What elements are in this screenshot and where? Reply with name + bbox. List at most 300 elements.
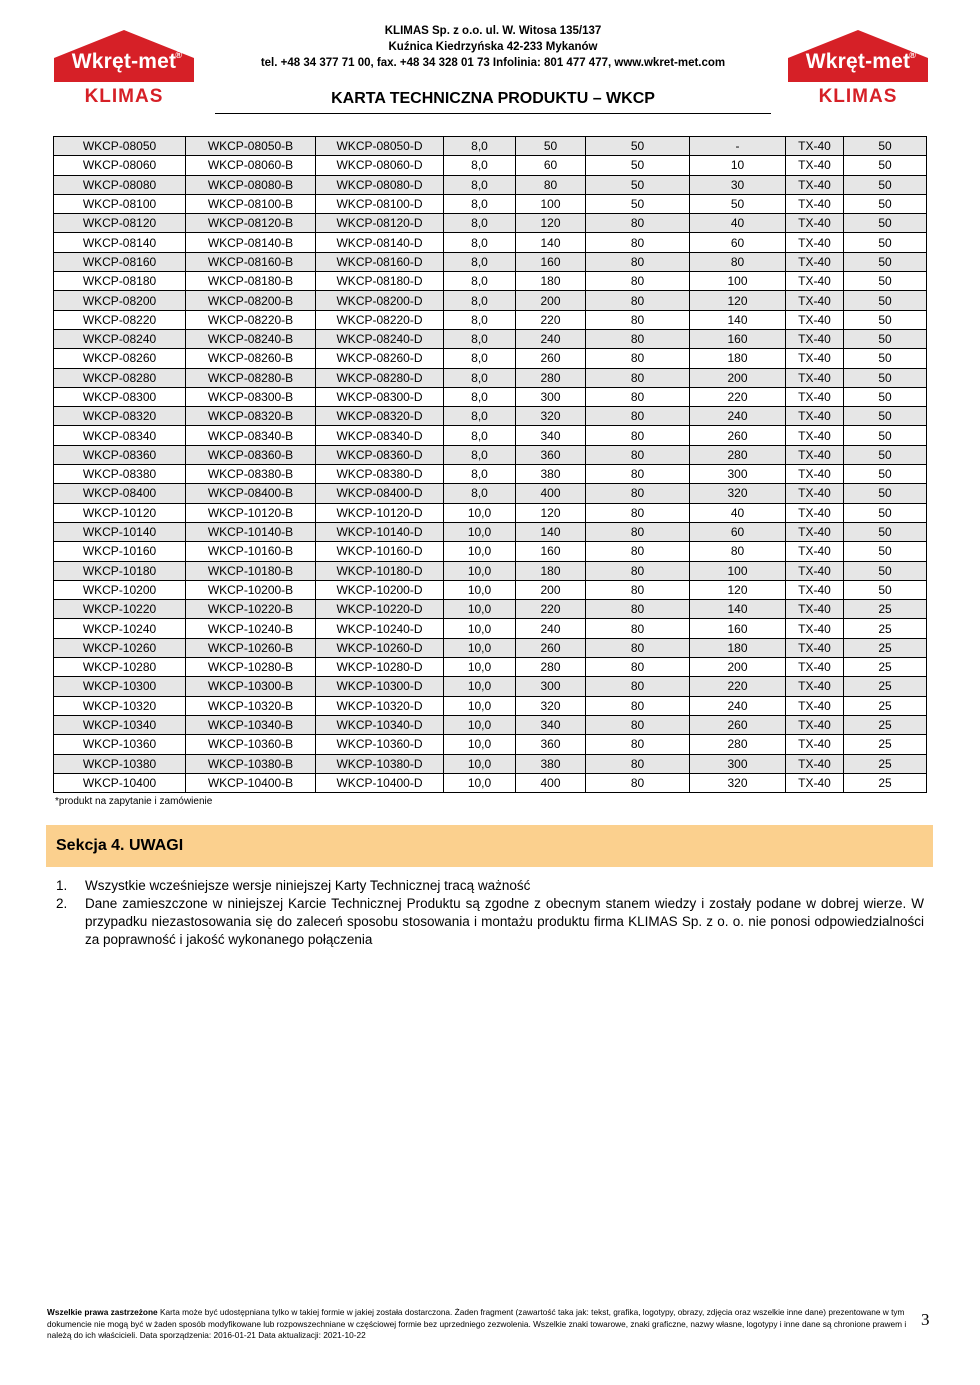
table-cell: 50: [844, 484, 927, 503]
list-item-text: Dane zamieszczone w niniejszej Karcie Technicznej Produktu są zgodne z obecnym stanem wiedzy i zostały podane w dobrej wierze. W przypadku niezastosowania się do zaleceń sposobu stosowania i montażu produktu firma KLIMAS Sp. z o. o. nie ponosi odpowiedzialności za poprawność i jakość wykonanego połączenia: [85, 896, 924, 947]
brand-name: Wkręt-met: [805, 50, 911, 73]
table-cell: TX-40: [786, 754, 844, 773]
table-row: [54, 368, 927, 387]
table-cell: 8,0: [444, 252, 516, 271]
table-cell: WKCP-10260-D: [316, 638, 444, 657]
table-cell: WKCP-10300: [54, 677, 186, 696]
table-cell: 50: [690, 194, 786, 213]
table-cell: 80: [586, 310, 690, 329]
table-cell: WKCP-08080-D: [316, 175, 444, 194]
registered-mark: ®: [909, 50, 916, 60]
table-cell: 80: [586, 445, 690, 464]
table-cell: 380: [516, 465, 586, 484]
table-cell: WKCP-10280-B: [186, 658, 316, 677]
table-cell: WKCP-10400-D: [316, 773, 444, 792]
table-cell: WKCP-10340-B: [186, 715, 316, 734]
registered-mark: ®: [175, 50, 182, 60]
list-item-number: 1.: [56, 878, 68, 893]
table-cell: 50: [844, 156, 927, 175]
table-row: [54, 426, 927, 445]
table-cell: 50: [844, 272, 927, 291]
table-cell: 260: [516, 349, 586, 368]
table-cell: WKCP-08260-B: [186, 349, 316, 368]
table-cell: WKCP-08200-B: [186, 291, 316, 310]
table-cell: 80: [586, 407, 690, 426]
table-cell: TX-40: [786, 329, 844, 348]
table-cell: WKCP-10300-D: [316, 677, 444, 696]
table-cell: 80: [586, 349, 690, 368]
table-cell: WKCP-08180: [54, 272, 186, 291]
wkret-met-logo-left: [52, 28, 196, 112]
table-row: [54, 542, 927, 561]
table-cell: 10,0: [444, 773, 516, 792]
footer-text: Karta może być udostępniana tylko w takiej formie w jakiej została dostarczona. Żaden fragment (zawartość taka jak: tekst, grafika, logotypy, obrazy, zdjęcia oraz wszelkie inne dane) prezentowane w tym dokumencie nie mogą być w żaden sposób modyfikowane lub rozpowszechniane w częściowej formie bez uprzedniego zezwolenia. Wszelkie znaki towarowe, znaki graficzne, nazwy własne, logotypy i inne dane są chronione prawem i należą do ich właścicieli. Data sporządzenia: 2016-01-21 Data aktualizacji: 2021-10-22: [47, 1307, 907, 1340]
table-cell: TX-40: [786, 619, 844, 638]
table-cell: TX-40: [786, 445, 844, 464]
table-cell: WKCP-08280-D: [316, 368, 444, 387]
table-cell: WKCP-08320-B: [186, 407, 316, 426]
table-cell: 8,0: [444, 407, 516, 426]
table-row: [54, 445, 927, 464]
table-cell: 80: [586, 426, 690, 445]
table-cell: 300: [690, 465, 786, 484]
list-item-text: Wszystkie wcześniejsze wersje niniejszej Karty Technicznej tracą ważność: [85, 878, 531, 893]
table-cell: 8,0: [444, 445, 516, 464]
table-cell: WKCP-08120: [54, 214, 186, 233]
table-cell: 100: [516, 194, 586, 213]
title-divider: [215, 113, 771, 114]
table-row: [54, 619, 927, 638]
table-cell: 10,0: [444, 619, 516, 638]
table-cell: TX-40: [786, 349, 844, 368]
table-cell: 80: [586, 214, 690, 233]
table-cell: 50: [844, 426, 927, 445]
table-cell: 80: [586, 677, 690, 696]
table-cell: 25: [844, 600, 927, 619]
table-cell: 80: [586, 329, 690, 348]
table-row: [54, 175, 927, 194]
table-cell: 80: [586, 561, 690, 580]
table-cell: 120: [690, 580, 786, 599]
table-row: [54, 252, 927, 271]
table-row: [54, 484, 927, 503]
table-cell: 200: [516, 580, 586, 599]
table-cell: WKCP-08340-D: [316, 426, 444, 445]
company-line-2: Kuźnica Kiedrzyńska 42-233 Mykanów: [388, 41, 598, 53]
table-cell: WKCP-10320: [54, 696, 186, 715]
table-cell: WKCP-10120-B: [186, 503, 316, 522]
klimas-name: KLIMAS: [818, 86, 898, 107]
table-cell: WKCP-10260: [54, 638, 186, 657]
table-cell: TX-40: [786, 137, 844, 156]
table-cell: 10,0: [444, 754, 516, 773]
table-cell: WKCP-08060-B: [186, 156, 316, 175]
table-cell: TX-40: [786, 522, 844, 541]
table-cell: 280: [690, 445, 786, 464]
table-cell: 8,0: [444, 368, 516, 387]
table-cell: 120: [516, 503, 586, 522]
table-cell: WKCP-08160: [54, 252, 186, 271]
table-cell: 80: [586, 600, 690, 619]
table-cell: 160: [516, 542, 586, 561]
table-cell: WKCP-08380: [54, 465, 186, 484]
table-cell: TX-40: [786, 735, 844, 754]
table-cell: WKCP-08120-B: [186, 214, 316, 233]
table-row: [54, 407, 927, 426]
table-cell: TX-40: [786, 407, 844, 426]
table-cell: TX-40: [786, 677, 844, 696]
table-cell: WKCP-10340-D: [316, 715, 444, 734]
table-cell: 8,0: [444, 310, 516, 329]
table-cell: 8,0: [444, 291, 516, 310]
table-row: [54, 735, 927, 754]
table-cell: 40: [690, 503, 786, 522]
table-cell: 80: [690, 542, 786, 561]
table-cell: TX-40: [786, 696, 844, 715]
table-cell: 50: [844, 445, 927, 464]
table-cell: 160: [690, 329, 786, 348]
table-cell: WKCP-10200-B: [186, 580, 316, 599]
table-cell: TX-40: [786, 715, 844, 734]
table-cell: 180: [516, 561, 586, 580]
table-cell: 80: [586, 696, 690, 715]
table-cell: 180: [690, 638, 786, 657]
table-row: [54, 696, 927, 715]
table-cell: 80: [586, 542, 690, 561]
table-row: [54, 600, 927, 619]
table-cell: 30: [690, 175, 786, 194]
table-row: [54, 677, 927, 696]
table-cell: 25: [844, 754, 927, 773]
table-cell: WKCP-10180-B: [186, 561, 316, 580]
table-cell: 120: [690, 291, 786, 310]
table-cell: 25: [844, 735, 927, 754]
table-cell: 80: [586, 638, 690, 657]
table-cell: 8,0: [444, 233, 516, 252]
table-cell: WKCP-08320-D: [316, 407, 444, 426]
table-cell: 8,0: [444, 175, 516, 194]
table-cell: WKCP-10140: [54, 522, 186, 541]
table-cell: 100: [690, 561, 786, 580]
table-cell: TX-40: [786, 368, 844, 387]
table-cell: WKCP-08360-D: [316, 445, 444, 464]
table-cell: 300: [516, 677, 586, 696]
table-cell: WKCP-08160-B: [186, 252, 316, 271]
table-cell: 10,0: [444, 658, 516, 677]
table-cell: TX-40: [786, 503, 844, 522]
table-cell: 320: [690, 773, 786, 792]
table-cell: 80: [586, 773, 690, 792]
table-cell: 140: [516, 522, 586, 541]
table-cell: WKCP-10220-B: [186, 600, 316, 619]
table-cell: WKCP-10220-D: [316, 600, 444, 619]
table-cell: 240: [690, 696, 786, 715]
table-cell: 220: [690, 677, 786, 696]
table-cell: 10,0: [444, 600, 516, 619]
table-cell: 8,0: [444, 484, 516, 503]
table-cell: TX-40: [786, 387, 844, 406]
table-cell: 240: [516, 619, 586, 638]
brand-name: Wkręt-met: [71, 50, 177, 73]
table-cell: WKCP-08300-B: [186, 387, 316, 406]
wkret-met-logo-right: [786, 28, 930, 112]
table-cell: 80: [586, 291, 690, 310]
table-cell: 60: [690, 522, 786, 541]
table-cell: 50: [586, 175, 690, 194]
table-cell: WKCP-08380-B: [186, 465, 316, 484]
table-cell: 240: [516, 329, 586, 348]
table-cell: 80: [586, 368, 690, 387]
table-cell: WKCP-08320: [54, 407, 186, 426]
table-cell: 340: [516, 426, 586, 445]
table-cell: WKCP-10160: [54, 542, 186, 561]
table-cell: WKCP-08400-D: [316, 484, 444, 503]
remarks-list: [56, 877, 924, 949]
table-cell: 80: [690, 252, 786, 271]
table-cell: WKCP-10280: [54, 658, 186, 677]
table-cell: 200: [690, 368, 786, 387]
table-cell: TX-40: [786, 600, 844, 619]
table-row: [54, 310, 927, 329]
table-cell: TX-40: [786, 252, 844, 271]
table-row: [54, 580, 927, 599]
table-cell: WKCP-10320-B: [186, 696, 316, 715]
company-address: [215, 23, 771, 71]
table-cell: 200: [690, 658, 786, 677]
table-cell: WKCP-10380: [54, 754, 186, 773]
section-4-title: Sekcja 4. UWAGI: [56, 837, 184, 854]
table-row: [54, 522, 927, 541]
table-row: [54, 272, 927, 291]
table-cell: 50: [844, 291, 927, 310]
section-4-header: [46, 825, 933, 867]
product-spec-table: [53, 136, 927, 793]
table-footnote: *produkt na zapytanie i zamówienie: [55, 796, 213, 807]
table-cell: WKCP-08160-D: [316, 252, 444, 271]
table-cell: 360: [516, 735, 586, 754]
table-cell: TX-40: [786, 580, 844, 599]
table-cell: 80: [586, 522, 690, 541]
table-cell: WKCP-08140: [54, 233, 186, 252]
table-row: [54, 137, 927, 156]
table-row: [54, 658, 927, 677]
table-cell: 50: [844, 233, 927, 252]
table-cell: WKCP-08260: [54, 349, 186, 368]
table-cell: 280: [516, 368, 586, 387]
table-cell: WKCP-08200-D: [316, 291, 444, 310]
table-cell: 180: [690, 349, 786, 368]
table-cell: 50: [844, 175, 927, 194]
table-cell: 50: [844, 387, 927, 406]
table-row: [54, 715, 927, 734]
table-cell: TX-40: [786, 233, 844, 252]
table-cell: 220: [690, 387, 786, 406]
table-row: [54, 465, 927, 484]
table-cell: WKCP-08220: [54, 310, 186, 329]
table-cell: WKCP-10300-B: [186, 677, 316, 696]
table-row: [54, 291, 927, 310]
table-cell: 50: [844, 542, 927, 561]
table-cell: 400: [516, 773, 586, 792]
table-cell: 140: [690, 600, 786, 619]
list-item: [56, 877, 924, 895]
table-cell: 50: [844, 310, 927, 329]
table-cell: 40: [690, 214, 786, 233]
table-cell: 80: [586, 580, 690, 599]
table-cell: WKCP-08050-D: [316, 137, 444, 156]
table-row: [54, 329, 927, 348]
table-cell: WKCP-10240: [54, 619, 186, 638]
table-cell: 80: [586, 619, 690, 638]
table-cell: 80: [516, 175, 586, 194]
table-cell: 260: [516, 638, 586, 657]
table-cell: 320: [690, 484, 786, 503]
table-cell: WKCP-10380-D: [316, 754, 444, 773]
table-cell: 8,0: [444, 349, 516, 368]
table-cell: WKCP-08180-B: [186, 272, 316, 291]
table-cell: WKCP-08180-D: [316, 272, 444, 291]
table-cell: WKCP-08100: [54, 194, 186, 213]
table-cell: 8,0: [444, 137, 516, 156]
table-cell: 50: [844, 522, 927, 541]
table-cell: 25: [844, 696, 927, 715]
table-cell: 400: [516, 484, 586, 503]
table-row: [54, 349, 927, 368]
table-cell: 50: [844, 465, 927, 484]
table-cell: 50: [844, 407, 927, 426]
table-cell: 140: [516, 233, 586, 252]
table-cell: 50: [844, 214, 927, 233]
table-cell: WKCP-08140-D: [316, 233, 444, 252]
table-cell: TX-40: [786, 465, 844, 484]
table-row: [54, 754, 927, 773]
table-cell: 80: [586, 484, 690, 503]
table-cell: 50: [844, 137, 927, 156]
table-cell: 8,0: [444, 387, 516, 406]
table-cell: WKCP-08300-D: [316, 387, 444, 406]
company-line-3: tel. +48 34 377 71 00, fax. +48 34 328 01 73 Infolinia: 801 477 477, www.wkret-met.com: [260, 57, 726, 69]
table-cell: WKCP-08120-D: [316, 214, 444, 233]
table-cell: 140: [690, 310, 786, 329]
document-title: KARTA TECHNICZNA PRODUKTU – WKCP: [331, 90, 655, 107]
table-cell: WKCP-10180: [54, 561, 186, 580]
table-cell: WKCP-10160-B: [186, 542, 316, 561]
table-row: [54, 156, 927, 175]
table-cell: 25: [844, 715, 927, 734]
table-cell: 80: [586, 658, 690, 677]
table-cell: WKCP-10340: [54, 715, 186, 734]
table-cell: 260: [690, 426, 786, 445]
table-cell: 80: [586, 754, 690, 773]
table-cell: WKCP-08060: [54, 156, 186, 175]
table-cell: WKCP-08220-B: [186, 310, 316, 329]
table-cell: WKCP-10160-D: [316, 542, 444, 561]
table-row: [54, 233, 927, 252]
table-cell: 50: [516, 137, 586, 156]
table-cell: 10: [690, 156, 786, 175]
table-cell: WKCP-10320-D: [316, 696, 444, 715]
table-cell: TX-40: [786, 484, 844, 503]
table-cell: 240: [690, 407, 786, 426]
table-cell: 180: [516, 272, 586, 291]
table-cell: 100: [690, 272, 786, 291]
table-cell: WKCP-08300: [54, 387, 186, 406]
table-cell: 50: [844, 252, 927, 271]
table-cell: 10,0: [444, 696, 516, 715]
table-cell: 50: [844, 503, 927, 522]
table-cell: WKCP-10240-B: [186, 619, 316, 638]
table-cell: 80: [586, 233, 690, 252]
table-cell: 10,0: [444, 503, 516, 522]
table-cell: 10,0: [444, 638, 516, 657]
table-cell: TX-40: [786, 194, 844, 213]
table-cell: 300: [516, 387, 586, 406]
table-cell: WKCP-08100-B: [186, 194, 316, 213]
table-cell: 10,0: [444, 561, 516, 580]
table-cell: 50: [586, 156, 690, 175]
table-cell: WKCP-10120: [54, 503, 186, 522]
table-cell: WKCP-10360-D: [316, 735, 444, 754]
table-cell: -: [690, 137, 786, 156]
table-cell: WKCP-08140-B: [186, 233, 316, 252]
table-row: [54, 561, 927, 580]
table-cell: WKCP-10220: [54, 600, 186, 619]
table-cell: WKCP-08340: [54, 426, 186, 445]
list-item: [56, 895, 924, 949]
table-cell: WKCP-10400-B: [186, 773, 316, 792]
table-cell: WKCP-08240: [54, 329, 186, 348]
table-cell: WKCP-10260-B: [186, 638, 316, 657]
table-cell: 10,0: [444, 677, 516, 696]
table-cell: 160: [690, 619, 786, 638]
table-cell: 10,0: [444, 522, 516, 541]
klimas-name: KLIMAS: [84, 86, 164, 107]
table-cell: 300: [690, 754, 786, 773]
table-cell: 80: [586, 272, 690, 291]
table-row: [54, 503, 927, 522]
table-cell: WKCP-10400: [54, 773, 186, 792]
table-cell: 80: [586, 715, 690, 734]
table-cell: TX-40: [786, 156, 844, 175]
table-cell: 60: [516, 156, 586, 175]
table-cell: 8,0: [444, 426, 516, 445]
table-cell: 50: [586, 137, 690, 156]
table-cell: 8,0: [444, 272, 516, 291]
table-cell: TX-40: [786, 291, 844, 310]
table-cell: WKCP-08050: [54, 137, 186, 156]
table-cell: TX-40: [786, 638, 844, 657]
table-row: [54, 638, 927, 657]
table-cell: 10,0: [444, 735, 516, 754]
table-cell: WKCP-08280: [54, 368, 186, 387]
table-cell: 320: [516, 696, 586, 715]
table-cell: WKCP-08380-D: [316, 465, 444, 484]
company-line-1: KLIMAS Sp. z o.o. ul. W. Witosa 135/137: [384, 25, 602, 37]
table-cell: 50: [844, 194, 927, 213]
table-row: [54, 773, 927, 792]
table-cell: WKCP-08400-B: [186, 484, 316, 503]
table-cell: WKCP-08080-B: [186, 175, 316, 194]
table-cell: WKCP-10140-D: [316, 522, 444, 541]
table-cell: 200: [516, 291, 586, 310]
table-cell: 220: [516, 310, 586, 329]
table-cell: 60: [690, 233, 786, 252]
table-cell: WKCP-10240-D: [316, 619, 444, 638]
table-cell: 80: [586, 735, 690, 754]
table-cell: 220: [516, 600, 586, 619]
table-cell: 50: [844, 349, 927, 368]
table-cell: WKCP-08360-B: [186, 445, 316, 464]
